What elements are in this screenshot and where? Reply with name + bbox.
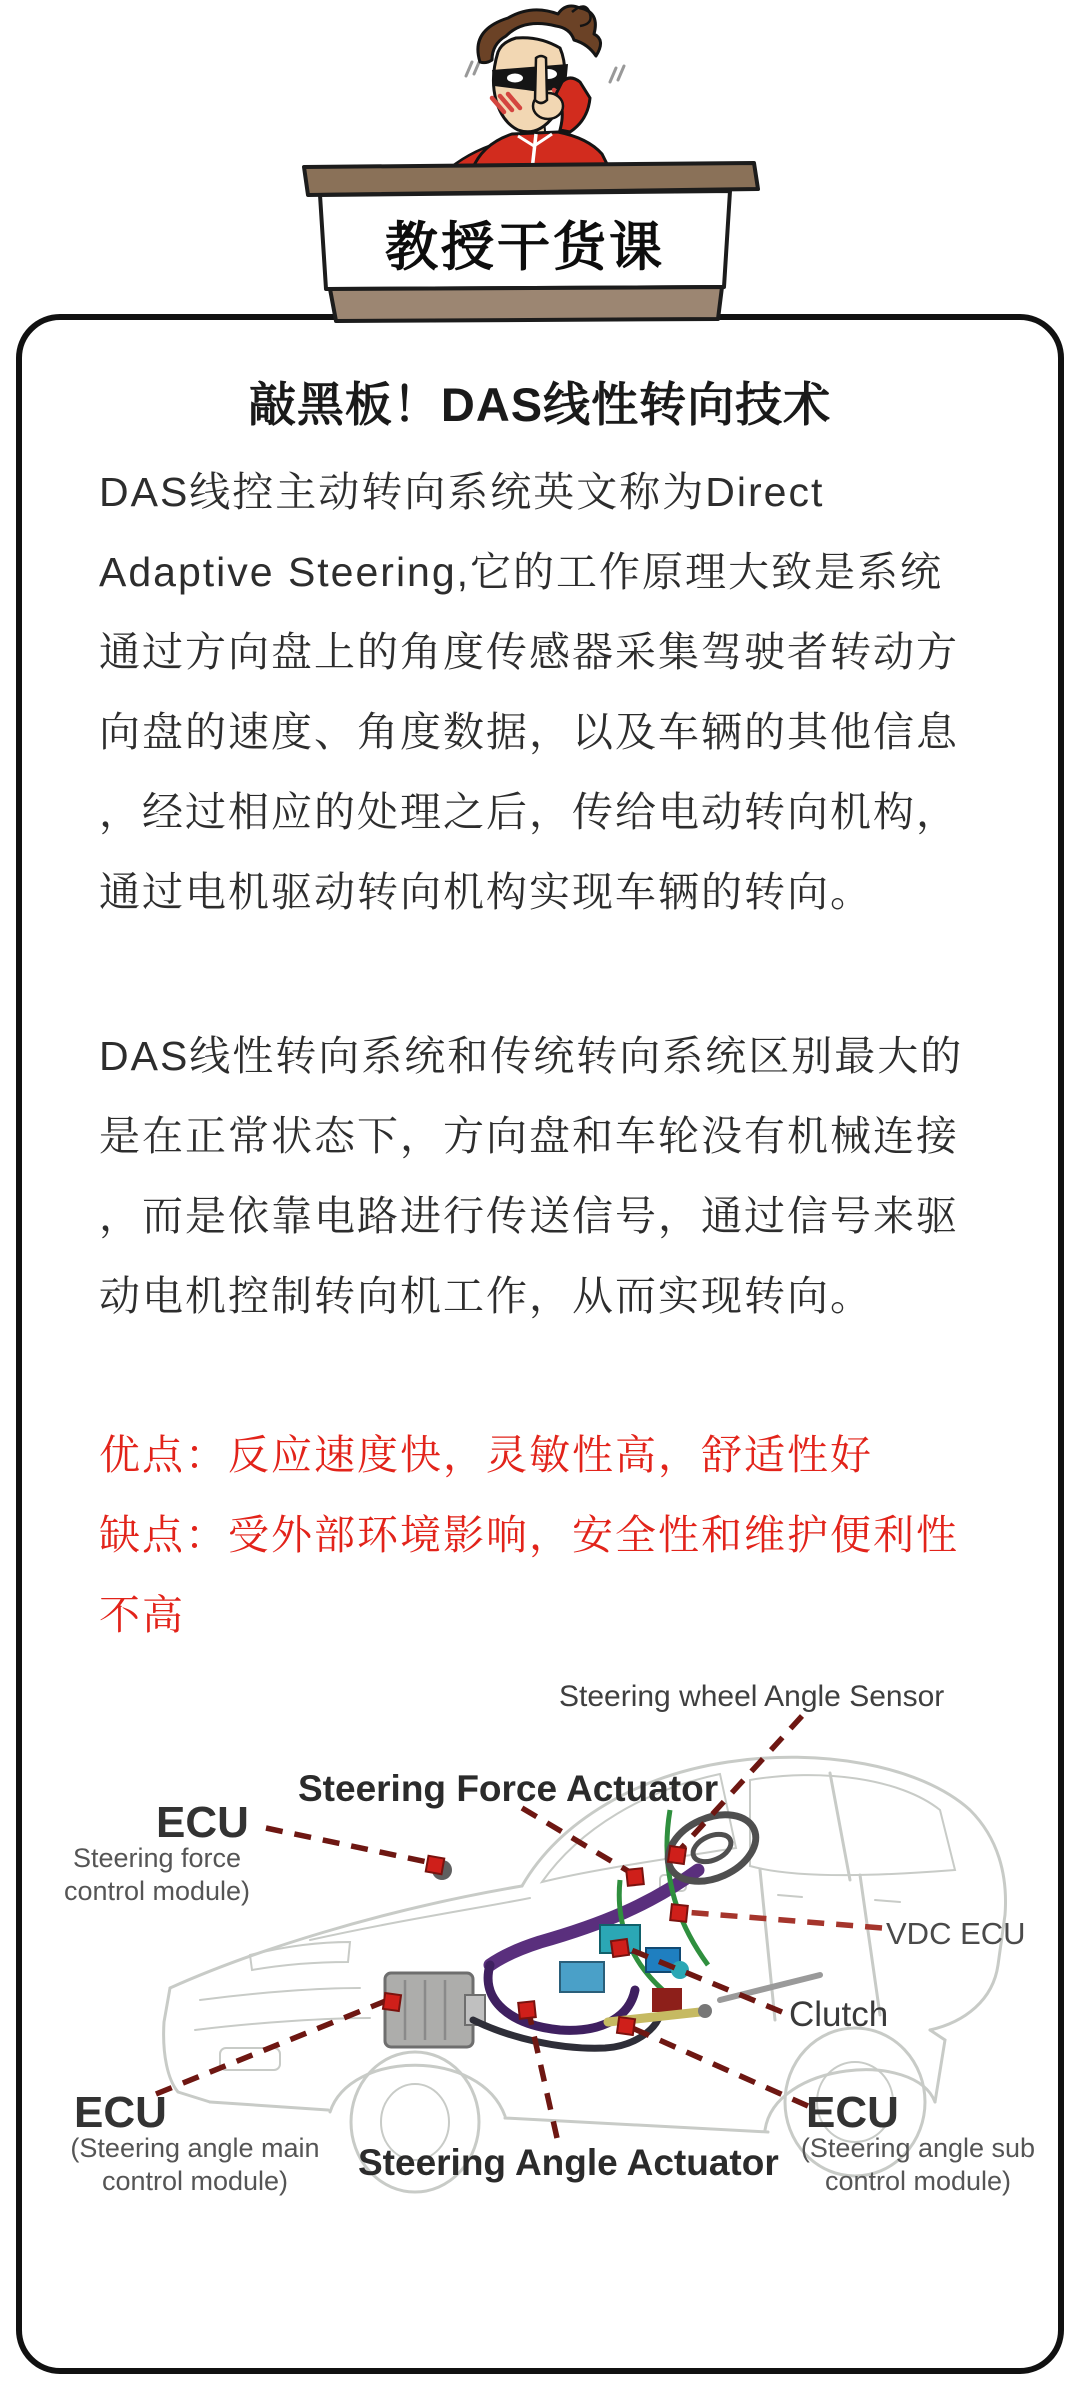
- label-ecu-steering-force-sub: Steering force control module): [63, 1843, 251, 1906]
- label-ecu-steering-angle-main: ECU: [74, 2088, 167, 2137]
- podium-sign-text: 教授干货课: [385, 218, 665, 277]
- label-steering-angle-actuator: Steering Angle Actuator: [358, 2142, 779, 2183]
- label-steering-force-actuator: Steering Force Actuator: [298, 1768, 719, 1809]
- professor-mascot-illustration: [420, 0, 680, 170]
- label-ecu-steering-angle-sub-sub: (Steering angle sub control module): [800, 2133, 1036, 2196]
- pros-cons-highlight: 优点：反应速度快，灵敏性高，舒适性好 缺点：受外部环境影响，安全性和维护便利性 不高: [99, 1432, 959, 1638]
- label-ecu-steering-force: ECU: [156, 1798, 249, 1847]
- article-title: 敲黑板！DAS线性转向技术: [248, 378, 832, 431]
- steering-mechanism: [385, 1802, 820, 2048]
- label-steering-wheel-angle-sensor: Steering wheel Angle Sensor: [559, 1680, 945, 1713]
- label-ecu-steering-angle-sub: ECU: [806, 2088, 899, 2137]
- paragraph-2: DAS线性转向系统和传统转向系统区别最大的 是在正常状态下，方向盘和车轮没有机械连接 ，而是依靠电路进行传送信号，通过信号来驱 动电机控制转向机工作，从而实现转向。: [99, 1033, 964, 1319]
- paragraph-1: DAS线控主动转向系统英文称为Direct Adaptive Steering,它的工作原理大致是系统 通过方向盘上的角度传感器采集驾驶者转动方 向盘的速度、角度数据，以及车辆的其他信息 ，经过相应的处理之后，传给电动转向机构， 通过电机驱动转向机构实现车辆的转向。: [99, 469, 959, 915]
- label-clutch: Clutch: [789, 1995, 889, 2034]
- label-ecu-steering-angle-main-sub: (Steering angle main control module): [70, 2133, 320, 2196]
- label-vdc-ecu: VDC ECU: [886, 1916, 1026, 1951]
